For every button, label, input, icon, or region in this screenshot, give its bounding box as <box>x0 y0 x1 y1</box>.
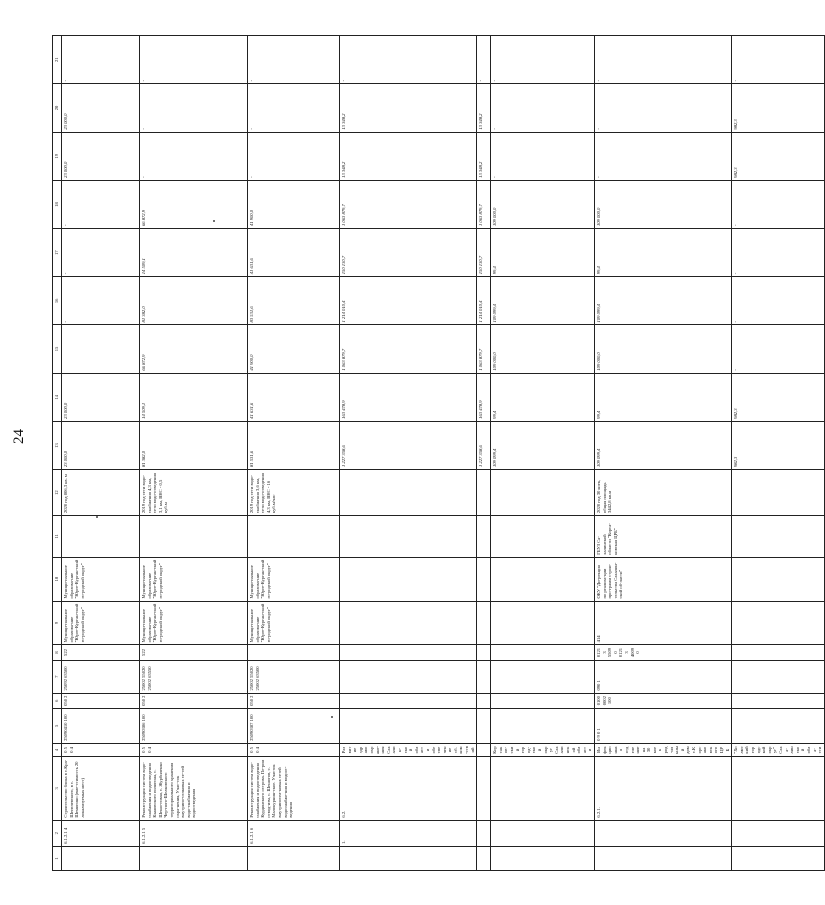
table-cell: - <box>62 36 140 84</box>
table-cell <box>491 516 595 558</box>
table-cell: 109 000,0 <box>491 325 595 373</box>
table-cell: - <box>140 84 248 132</box>
table-cell: 1. <box>340 820 477 846</box>
table-cell: - <box>594 36 731 84</box>
table-cell: 13 348,2 <box>340 132 477 180</box>
table-cell: - <box>62 180 140 228</box>
table-cell <box>732 516 825 558</box>
table-cell <box>62 846 140 870</box>
table-cell: 163 478,9 <box>340 373 477 421</box>
table-cell: Строительство блока в с.Кра-Шепелевского, в с. Шемигино (вме-стимость 20 локализуемых мест) <box>62 757 140 821</box>
table-cell: 522 <box>140 645 248 660</box>
table-cell: 982,3 <box>732 421 825 469</box>
table-cell: 982,3 <box>732 373 825 421</box>
table-cell <box>477 693 491 708</box>
column-number-cell: 6 <box>53 693 62 708</box>
table-cell: 1 227 358,6 <box>477 421 491 469</box>
table-cell: Развитие здравоохране-ния Сахалин-ской области обеспечение сб. ком-ствий <box>340 743 477 756</box>
table-cell <box>594 820 731 846</box>
table-cell: 0 5 0 4 <box>62 743 140 756</box>
table-cell: 25002 55020 25002 63500 <box>248 660 340 693</box>
table-cell: 0 5 0 4 <box>140 743 248 756</box>
table-cell: Муници-пальное образова-ние "Юрге-Курган-ский го-родской округ" <box>248 557 340 601</box>
table-cell: - <box>140 36 248 84</box>
table-row <box>477 36 491 871</box>
table-cell: Корсаков-ский город-ской округ Сахалинской области <box>491 743 595 756</box>
table-cell <box>491 757 595 821</box>
table-cell: Муници-пальное образова-ние "Юрге-Курган-ский го-родской округ" <box>62 557 140 601</box>
table-cell: Муници-пальное образова-ние "Юрге-Курган-ский го-родской округ" <box>140 601 248 645</box>
table-cell <box>491 557 595 601</box>
table-cell <box>62 325 140 373</box>
table-cell: 2020 год 30 коек, общая площадь 3442,8 кв.м <box>594 470 731 516</box>
table-cell <box>491 660 595 693</box>
table-cell <box>477 601 491 645</box>
table-cell: 14 509,1 <box>140 373 248 421</box>
table-cell: 41 631,6 <box>248 373 340 421</box>
table-cell <box>491 820 595 846</box>
table-cell: - <box>62 229 140 277</box>
table-cell <box>340 601 477 645</box>
table-cell: - <box>732 180 825 228</box>
table-cell: 0 5 0 4 <box>248 743 340 756</box>
table-cell: - <box>491 36 595 84</box>
column-number-cell: 4 <box>53 743 62 756</box>
table-row <box>732 36 825 871</box>
table-cell: 25002 55020 25002 63550 <box>140 660 248 693</box>
table-cell <box>477 708 491 743</box>
table-cell <box>248 846 340 870</box>
table-cell: 23 000,0 <box>62 421 140 469</box>
table-cell: - <box>732 277 825 325</box>
table-cell: 13 348,2 <box>340 84 477 132</box>
table-cell: - <box>62 277 140 325</box>
table-cell <box>140 846 248 870</box>
table-cell: - <box>248 84 340 132</box>
table-cell <box>340 557 477 601</box>
table-cell <box>62 516 140 558</box>
table-cell <box>340 693 477 708</box>
column-number-cell: 3 <box>53 757 62 821</box>
table-row <box>340 36 477 871</box>
table-cell: 01000002 100 <box>594 693 731 708</box>
table-cell: 83 531,6 <box>248 277 340 325</box>
table-cell: 25090386 100 <box>140 708 248 743</box>
table-cell: 982,3 <box>732 84 825 132</box>
table-row <box>140 36 248 871</box>
table-cell: 1 063 879,7 <box>340 325 477 373</box>
table-cell: 13 348,2 <box>477 132 491 180</box>
table-cell: Реконструкция систем водо-снабжения и водоотведения Кыновского полигона, с. Шешо-говая, с. Журбиленко Чер-пого-Шелковского территориального хранения охра-нения, Учас-ток внутрипо-селковых се-тей водо-снабжения и водоотведения <box>140 757 248 821</box>
table-cell: 66 872,9 <box>140 325 248 373</box>
table-cell <box>491 645 595 660</box>
table-cell: 23 000,0 <box>62 373 140 421</box>
table-cell <box>594 846 731 870</box>
table-cell: 1 063 879,7 <box>477 180 491 228</box>
table-cell: 99,4 <box>594 229 731 277</box>
table-cell <box>477 743 491 756</box>
table-cell: 109 000,0 <box>491 180 595 228</box>
table-cell: 1 227 358,6 <box>340 421 477 469</box>
table-cell: Инфекционная отделение на 30 коек род-ильный дом с.Корсаковского ЦРБ <box>594 743 731 756</box>
table-cell: ГБУЗ Са-халинской области "Корса-ковская ЦРБ" <box>594 516 731 558</box>
column-number-cell: 15 <box>53 325 62 373</box>
table-cell <box>732 820 825 846</box>
table-cell <box>732 757 825 821</box>
table-cell: 2019 год сети водо-снабжения 4,3 км, сети водо-отведения 3,1 км, ВНС - 0,5 куб.м <box>140 470 248 516</box>
table-cell: 99,4 <box>594 373 731 421</box>
table-cell: - <box>732 325 825 373</box>
table-row <box>491 36 595 871</box>
table-cell: 109 099,4 <box>594 421 731 469</box>
table-cell: 522 <box>62 645 140 660</box>
table-cell: Муници-пальное образова-ние "Юрге-Курган-ский го-родской округ" <box>248 601 340 645</box>
column-number-cell: 17 <box>53 229 62 277</box>
table-cell: 109 000,0 <box>594 325 731 373</box>
table-cell: 163 478,9 <box>477 373 491 421</box>
table-cell: 109 099,4 <box>491 277 595 325</box>
table-cell <box>477 846 491 870</box>
column-number-cell: 5 <box>53 708 62 743</box>
table-cell: 23 000,0 <box>62 84 140 132</box>
column-number-cell: 9 <box>53 601 62 645</box>
table-cell <box>477 757 491 821</box>
table-cell: 41 631,6 <box>248 229 340 277</box>
table-cell <box>732 708 825 743</box>
column-number-cell: 2 <box>53 820 62 846</box>
table-cell: 99,4 <box>491 229 595 277</box>
table-row <box>62 36 140 871</box>
table-cell <box>340 660 477 693</box>
table-cell: - <box>491 132 595 180</box>
table-cell <box>732 660 825 693</box>
table-cell: 1 214 010,4 <box>340 277 477 325</box>
column-number-row <box>53 36 62 871</box>
table-cell: - <box>248 132 340 180</box>
table-cell <box>140 516 248 558</box>
table-cell: Муници-пальное образова-ние "Юрге-Курган-ский го-родской округ" <box>62 601 140 645</box>
table-cell: 150 130,7 <box>340 229 477 277</box>
table-cell <box>491 601 595 645</box>
table-cell: 109 099,4 <box>594 277 731 325</box>
table-cell <box>477 470 491 516</box>
table-cell: 81 531,6 <box>248 421 340 469</box>
table-cell: - <box>594 84 731 132</box>
table-cell: Муници-пальное образова-ние "Юрге-Курган-ский го-родской округ" <box>140 557 248 601</box>
table-cell: "Холмский городской округ" Саха-линской обла-сти <box>732 743 825 756</box>
table-cell: 050 2 <box>62 693 140 708</box>
column-number-cell: 21 <box>53 36 62 84</box>
table-cell: 01213 55090 01213 40090 <box>594 645 731 660</box>
table-cell <box>248 645 340 660</box>
table-cell: 14 509,1 <box>140 229 248 277</box>
table-cell <box>477 557 491 601</box>
table-cell: 6.2.1. <box>594 757 731 821</box>
table-cell: 81 382,0 <box>140 421 248 469</box>
table-cell <box>340 516 477 558</box>
table-cell: 6.1.2.1 6 <box>248 820 340 846</box>
table-cell: 41 900,0 <box>248 180 340 228</box>
table-cell: 2020 год 806,3 кв. м <box>62 470 140 516</box>
table-cell: 2019 год сети водо-снабжения 3,6 км, сети водо-отведения 4,3 км, ВНС - 16 куб.м/час <box>248 470 340 516</box>
table-cell: - <box>594 132 731 180</box>
table-cell: 66 872,9 <box>140 180 248 228</box>
table-cell <box>732 470 825 516</box>
column-number-cell: 14 <box>53 373 62 421</box>
table-cell: 6.1.2.1 5 <box>140 820 248 846</box>
table-cell: 6.1.2.1 4 <box>62 820 140 846</box>
table-cell: - <box>732 36 825 84</box>
table-cell: - <box>340 36 477 84</box>
rotated-table-frame <box>52 35 823 871</box>
column-number-cell: 11 <box>53 516 62 558</box>
table-cell <box>491 693 595 708</box>
table-cell <box>340 708 477 743</box>
table-cell <box>340 645 477 660</box>
table-cell: 81 382,0 <box>140 277 248 325</box>
column-number-cell: 20 <box>53 84 62 132</box>
column-number-cell: 12 <box>53 470 62 516</box>
table-cell: 150 130,7 <box>477 229 491 277</box>
table-cell: Реконструкция систем водо-снабжения и водоотведения Курдинского острова. Пе-ром отвод-изм, с. Шешогов, с. Малокурнин-ское. Участок внутрипосел-ковых сетей водоснабже-ния и водоот-ведения <box>248 757 340 821</box>
table-cell <box>340 846 477 870</box>
table-cell: 1 214 010,4 <box>477 277 491 325</box>
table-row <box>594 36 731 871</box>
table-cell: - <box>140 132 248 180</box>
table-cell: 109 000,0 <box>594 180 731 228</box>
table-cell <box>732 557 825 601</box>
table-cell <box>477 820 491 846</box>
table-cell: 99,4 <box>491 373 595 421</box>
program-table <box>52 35 825 871</box>
table-cell <box>732 846 825 870</box>
column-number-cell: 8 <box>53 645 62 660</box>
table-cell <box>732 601 825 645</box>
table-cell: 25090410 100 <box>62 708 140 743</box>
table-cell: 050 2 <box>248 693 340 708</box>
table-cell: 6.2. <box>340 757 477 821</box>
table-cell <box>491 846 595 870</box>
table-cell: 1 063 879,7 <box>477 325 491 373</box>
table-cell: 41 900,0 <box>248 325 340 373</box>
table-cell: 982,3 <box>732 132 825 180</box>
column-number-cell: 10 <box>53 557 62 601</box>
column-number-cell: 18 <box>53 180 62 228</box>
table-cell: - <box>248 36 340 84</box>
table-cell: ОКУ "Ди-рекция по реализа-ции про-грамм строи-тельства Сахалин-ской об-ласти" <box>594 557 731 601</box>
table-cell: 23 000,0 <box>62 132 140 180</box>
table-cell: 109 099,4 <box>491 421 595 469</box>
table-cell <box>732 645 825 660</box>
table-cell <box>491 708 595 743</box>
table-cell <box>477 516 491 558</box>
table-cell <box>477 645 491 660</box>
table-cell: - <box>732 229 825 277</box>
table-cell: 1 063 879,7 <box>340 180 477 228</box>
table-cell: 13 348,2 <box>477 84 491 132</box>
table-cell: 25092 63500 <box>62 660 140 693</box>
table-cell <box>340 470 477 516</box>
column-number-cell: 7 <box>53 660 62 693</box>
column-number-cell: 19 <box>53 132 62 180</box>
table-cell: 050 2 <box>140 693 248 708</box>
table-cell <box>732 693 825 708</box>
column-number-cell: 13 <box>53 421 62 469</box>
column-number-cell: 16 <box>53 277 62 325</box>
table-cell: - <box>477 36 491 84</box>
table-cell <box>248 516 340 558</box>
table-cell: 414 <box>594 601 731 645</box>
rotated-table-wrapper <box>52 35 823 871</box>
column-number-cell: 1 <box>53 846 62 870</box>
table-row <box>248 36 340 871</box>
table-cell <box>491 470 595 516</box>
table-cell: 25090387 100 <box>248 708 340 743</box>
table-cell: 0 9 0 1 <box>594 708 731 743</box>
page-number: 24 <box>11 429 27 444</box>
table-cell: - <box>491 84 595 132</box>
table-cell <box>477 660 491 693</box>
table-cell: 090 1 <box>594 660 731 693</box>
